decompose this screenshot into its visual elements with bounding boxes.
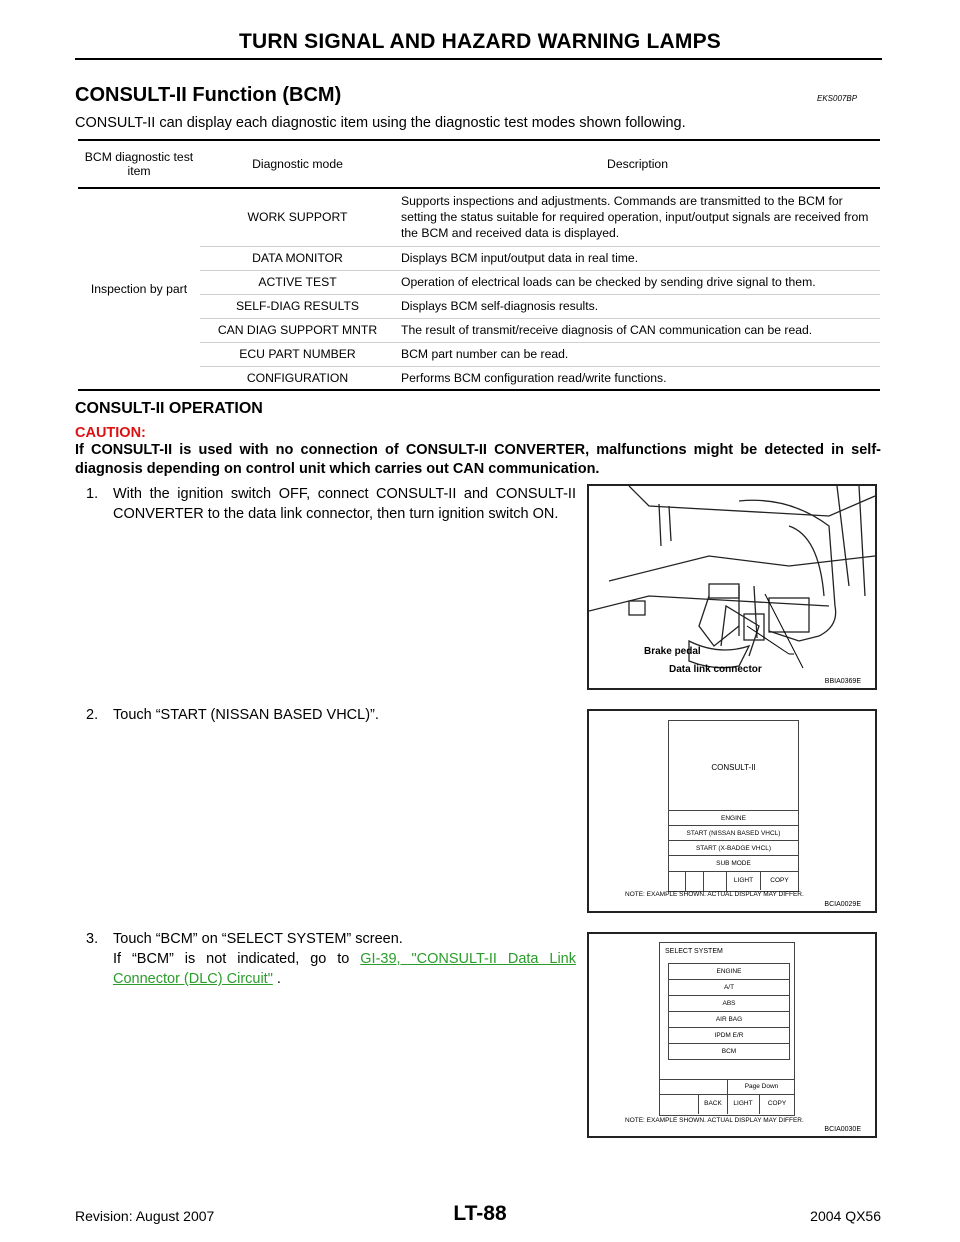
step-text-wrapper	[113, 929, 576, 989]
step-3	[86, 929, 576, 989]
header-description: Description	[395, 140, 880, 188]
caution-title: CAUTION:	[75, 425, 146, 441]
section-code: EKS007BP	[817, 94, 858, 103]
table-header-row	[78, 140, 880, 188]
mode-cell: ECU PART NUMBER	[200, 342, 395, 366]
mode-cell: CAN DIAG SUPPORT MNTR	[200, 318, 395, 342]
copy-button[interactable]: COPY	[770, 877, 789, 884]
description-cell: Displays BCM self-diagnosis results.	[395, 294, 880, 318]
system-item-ipdm-er[interactable]: IPDM E/R	[668, 1027, 790, 1044]
light-button[interactable]: LIGHT	[727, 872, 761, 890]
figure-consult-start-screen	[587, 709, 877, 913]
figure-select-system-screen	[587, 932, 877, 1138]
start-nissan-based-vhcl-button[interactable]: START (NISSAN BASED VHCL)	[669, 825, 798, 841]
step-text: Touch “START (NISSAN BASED VHCL)”.	[113, 707, 379, 723]
dashboard-illustration	[589, 486, 875, 688]
mode-cell: CONFIGURATION	[200, 366, 395, 390]
light-button[interactable]: LIGHT	[727, 1094, 760, 1114]
back-button[interactable]: BACK	[698, 1094, 728, 1114]
description-cell: Operation of electrical loads can be checked by sending drive signal to them.	[395, 270, 880, 294]
step-text-end: .	[276, 971, 281, 987]
page-down-button[interactable]: Page Down	[727, 1079, 795, 1094]
description-cell: BCM part number can be read.	[395, 342, 880, 366]
footer-revision: Revision: August 2007	[75, 1208, 215, 1224]
step-number: 2.	[86, 707, 99, 723]
header-test-item: BCM diagnostic test item	[78, 140, 200, 188]
section-title: CONSULT-II Function (BCM)	[75, 84, 342, 106]
header-diagnostic-mode: Diagnostic mode	[200, 140, 395, 188]
system-item-engine[interactable]: ENGINE	[668, 963, 790, 980]
table-row	[78, 188, 880, 246]
system-item-at[interactable]: A/T	[668, 979, 790, 996]
figure-code: BCIA0030E	[824, 1126, 861, 1133]
description-cell: Displays BCM input/output data in real time.	[395, 246, 880, 270]
page-header: TURN SIGNAL AND HAZARD WARNING LAMPS	[238, 30, 722, 53]
mode-cell: SELF-DIAG RESULTS	[200, 294, 395, 318]
system-item-air-bag[interactable]: AIR BAG	[668, 1011, 790, 1028]
step-1	[86, 484, 576, 524]
figure-note: NOTE: EXAMPLE SHOWN. ACTUAL DISPLAY MAY DIFFER.	[625, 1117, 804, 1124]
step-text: With the ignition switch OFF, connect CONSULT-II and CONSULT-II CONVERTER to the data link connector, then turn ignition switch ON.	[113, 486, 576, 522]
description-cell: Supports inspections and adjustments. Commands are transmitted to the BCM for setting the status suitable for required operation, input/output signals are received from the BCM and received data is displayed.	[395, 188, 880, 246]
step-text-secondary: If “BCM” is not indicated, go to	[113, 951, 350, 967]
intro-text: CONSULT-II can display each diagnostic item using the diagnostic test modes shown following.	[75, 115, 686, 131]
mode-cell: DATA MONITOR	[200, 246, 395, 270]
footer-page-number: LT-88	[453, 1202, 507, 1225]
step-number: 1.	[86, 486, 99, 502]
step-number: 3.	[86, 931, 99, 947]
sub-mode-button[interactable]: SUB MODE	[669, 855, 798, 872]
caution-text: If CONSULT-II is used with no connection of CONSULT-II CONVERTER, malfunctions might be detected in self-diagnosis depending on control unit which carries out CAN communication.	[75, 442, 881, 477]
system-item-bcm[interactable]: BCM	[668, 1043, 790, 1060]
data-link-connector-label: Data link connector	[669, 664, 762, 675]
gi-39-link[interactable]: GI-39, "CONSULT-II Data Link Connector (DLC) Circuit"	[113, 951, 576, 987]
screen-title: CONSULT-II	[711, 763, 756, 772]
figure-data-link-connector	[587, 484, 877, 690]
operation-title: CONSULT-II OPERATION	[75, 400, 263, 417]
mode-cell: ACTIVE TEST	[200, 270, 395, 294]
bottom-divider	[703, 871, 704, 891]
screen-title: SELECT SYSTEM	[665, 948, 723, 955]
figure-note: NOTE: EXAMPLE SHOWN. ACTUAL DISPLAY MAY DIFFER.	[625, 891, 804, 898]
figure-code: BCIA0029E	[824, 901, 861, 908]
engine-button[interactable]: ENGINE	[669, 810, 798, 826]
copy-button[interactable]: COPY	[767, 1100, 787, 1107]
bottom-divider	[685, 871, 686, 891]
system-item-abs[interactable]: ABS	[668, 995, 790, 1012]
test-item-cell: Inspection by part	[78, 188, 200, 390]
figure-code: BBIA0369E	[824, 678, 861, 685]
mode-cell: WORK SUPPORT	[200, 188, 395, 246]
header-rule	[75, 58, 882, 60]
description-cell: The result of transmit/receive diagnosis of CAN communication can be read.	[395, 318, 880, 342]
step-2	[86, 705, 576, 725]
start-x-badge-vhcl-button[interactable]: START (X-BADGE VHCL)	[669, 840, 798, 856]
description-cell: Performs BCM configuration read/write functions.	[395, 366, 880, 390]
consult-screen	[668, 720, 799, 892]
step-text: Touch “BCM” on “SELECT SYSTEM” screen.	[113, 931, 403, 947]
brake-pedal-label: Brake pedal	[644, 646, 701, 657]
diagnostic-table	[78, 139, 880, 391]
footer-model: 2004 QX56	[810, 1208, 881, 1224]
select-system-screen	[659, 942, 795, 1116]
